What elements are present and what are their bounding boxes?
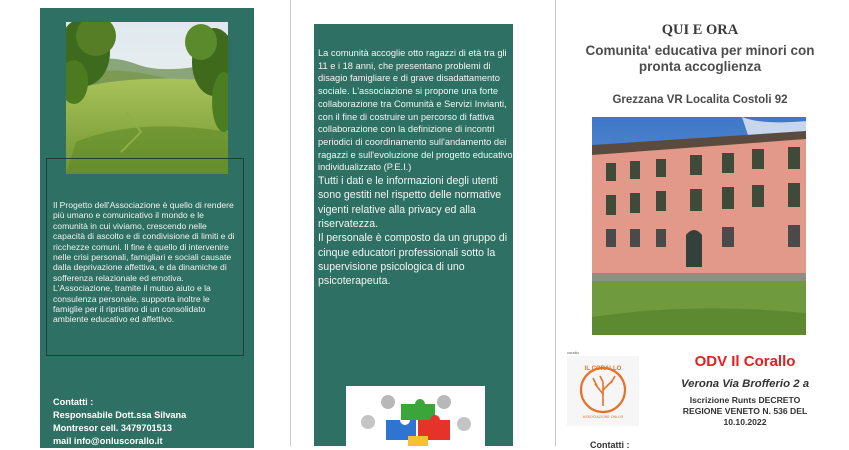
registration-line-1: Iscrizione Runts DECRETO (689, 395, 801, 405)
registration-line-3: 10.10.2022 (723, 417, 767, 427)
contacts-block (53, 396, 243, 448)
support-paragraph: L'Associazione, tramite il mutuo aiuto e la consulenza personale, supporta inoltre le famiglie per il ripristino di un consolidato ambiente educativo ed affettivo. (53, 283, 211, 325)
corallo-logo (567, 356, 639, 426)
association-project-text (53, 200, 241, 325)
logo-name-text: IL CORALLO (584, 366, 622, 372)
fold-line-left (290, 0, 291, 446)
project-paragraph: Il Progetto dell'Associazione è quello di rendere più umano e comunicativo il mondo e le comunità in cui viviamo, crescendo nelle capacità di ascolto e di condivisione di limiti e di ricchezze comuni. Il fine è quello di intervenire nelle crisi personali, famigliari e sociali causate dalla deprivazione affettiva, e da dinamiche di sofferenza relazionale ed emotiva. (53, 200, 235, 283)
privacy-paragraph: Tutti i dati e le informazioni degli utenti sono gestiti nel rispetto delle normative vigenti relative alla privacy ed alla riservatezza. (318, 175, 502, 230)
staff-paragraph: Il personale è composto da un gruppo di cinque educatori professionali sotto la supervisione psicologica di uno psicoterapeuta. (318, 232, 508, 288)
fold-line-right (555, 0, 556, 446)
organization-name: ODV Il Corallo (694, 353, 796, 370)
building-photo (592, 117, 806, 335)
contact-phone: Montresor cell. 3479701513 (53, 423, 172, 433)
logo-tagline-text: ASSOCIAZIONE ONLUS (582, 415, 624, 419)
panel3-contacts-heading: Contatti : (590, 440, 630, 450)
registration-line-2: REGIONE VENETO N. 536 DEL (682, 406, 808, 416)
puzzle-teamwork-image (346, 386, 485, 446)
community-address: Grezzana VR Localita Costoli 92 (612, 94, 788, 106)
brochure-subtitle: Comunita' educativa per minori con pronta accoglienza (585, 43, 815, 74)
brochure-title: QUI E ORA (661, 22, 739, 38)
meadow-photo (66, 22, 228, 174)
organization-address: Verona Via Brofferio 2 a (680, 378, 810, 390)
contact-responsible: Responsabile Dott.ssa Silvana (53, 410, 187, 420)
logo-caption: corallo (567, 350, 579, 355)
community-description (318, 47, 514, 288)
contact-email[interactable]: mail info@onluscorallo.it (53, 436, 163, 446)
community-paragraph: La comunità accoglie otto ragazzi di età tra gli 11 e i 18 anni, che presentano problemi di disagio famigliare e di grave disadattamento sociale. L'associazione si propone una forte collaborazione tra Comunità e Servizi Invianti, con il fine di costruire un percorso di fattiva collaborazione con la definizione di incontri periodici di coordinamento sull'andamento dei ragazzi e sull'evoluzione del progetto educativo individualizzato (P.E.I.) (318, 48, 513, 173)
contacts-heading: Contatti : (53, 397, 94, 407)
registration-info (645, 395, 845, 428)
